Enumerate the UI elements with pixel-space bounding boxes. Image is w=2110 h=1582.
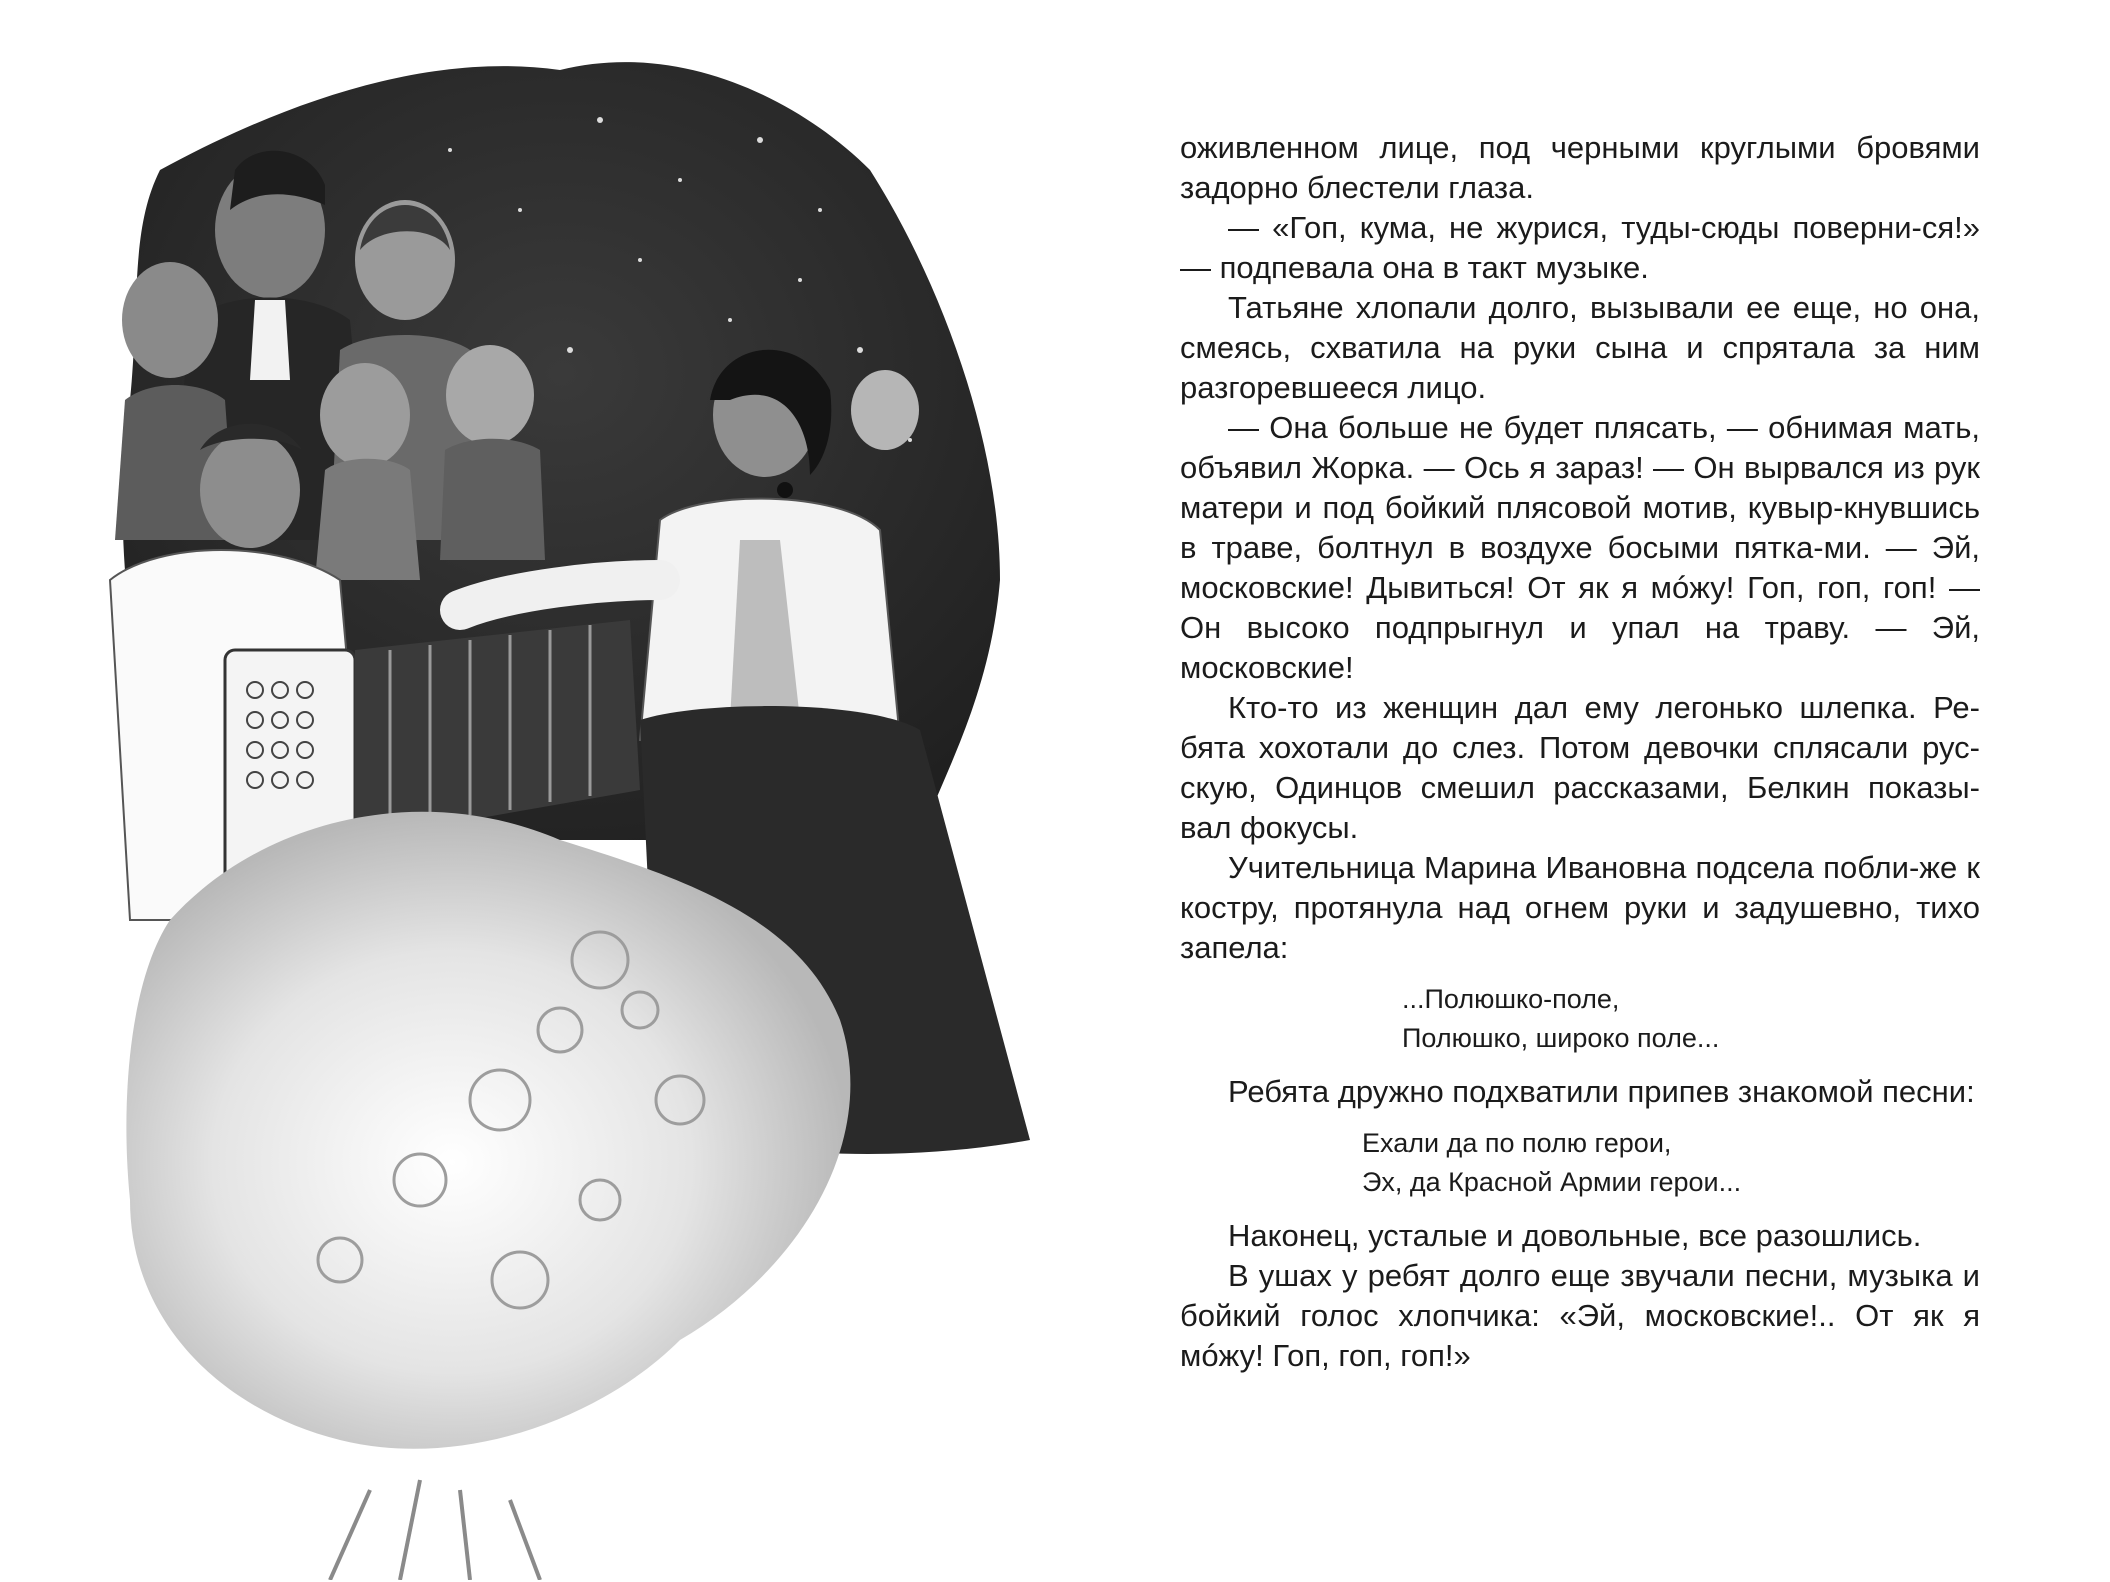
paragraph: Кто-то из женщин дал ему легонько шлепка. Ре-бята хохотали до слез. Потом девочки сплясали рус-скую, Одинцов смешил рассказами, Белкин показы-вал фокусы.: [1180, 690, 1980, 845]
verse-line: Эх, да Красной Армии герои...: [1362, 1167, 1742, 1197]
main-text: [1180, 128, 1980, 1376]
paragraph: Ребята дружно подхватили припев знакомой песни:: [1228, 1074, 1975, 1109]
paragraph: Наконец, усталые и довольные, все разошлись.: [1228, 1218, 1922, 1253]
verse-block: [1180, 980, 1980, 1058]
paragraph: — «Гоп, кума, не журися, туды-сюды поверни-ся!» — подпевала она в такт музыке.: [1180, 210, 1980, 285]
verse-block: [1180, 1124, 1980, 1202]
verse-line: Полюшко, широко поле...: [1402, 1023, 1720, 1053]
flames: [330, 1480, 540, 1580]
paragraph: Татьяне хлопали долго, вызывали ее еще, но она, смеясь, схватила на руки сына и спрятала за ним разгоревшееся лицо.: [1180, 290, 1980, 405]
paragraph: Учительница Марина Ивановна подсела побли-же к костру, протянула над огнем руки и задушевно, тихо запела:: [1180, 850, 1980, 965]
paragraph: оживленном лице, под черными круглыми бровями задорно блестели глаза.: [1180, 130, 1980, 205]
paragraph: — Она больше не будет плясать, — обнимая мать, объявил Жорка. — Ось я зараз! — Он вырвался из рук матери и под бойкий плясовой мотив, кувыр-кнувшись в траве, болтнул в воздухе босыми пятка-ми. — Эй, московские! Дывиться! От як я мóжу! Гоп, гоп, гоп! — Он высоко подпрыгнул и упал на траву. — Эй, московские!: [1180, 410, 1980, 685]
paragraph: В ушах у ребят долго еще звучали песни, музыка и бойкий голос хлопчика: «Эй, московские!.. От як я мóжу! Гоп, гоп, гоп!»: [1180, 1258, 1980, 1373]
verse-line: ...Полюшко-поле,: [1402, 984, 1620, 1014]
illustration: [40, 20, 1040, 1580]
verse-line: Ехали да по полю герои,: [1362, 1128, 1672, 1158]
